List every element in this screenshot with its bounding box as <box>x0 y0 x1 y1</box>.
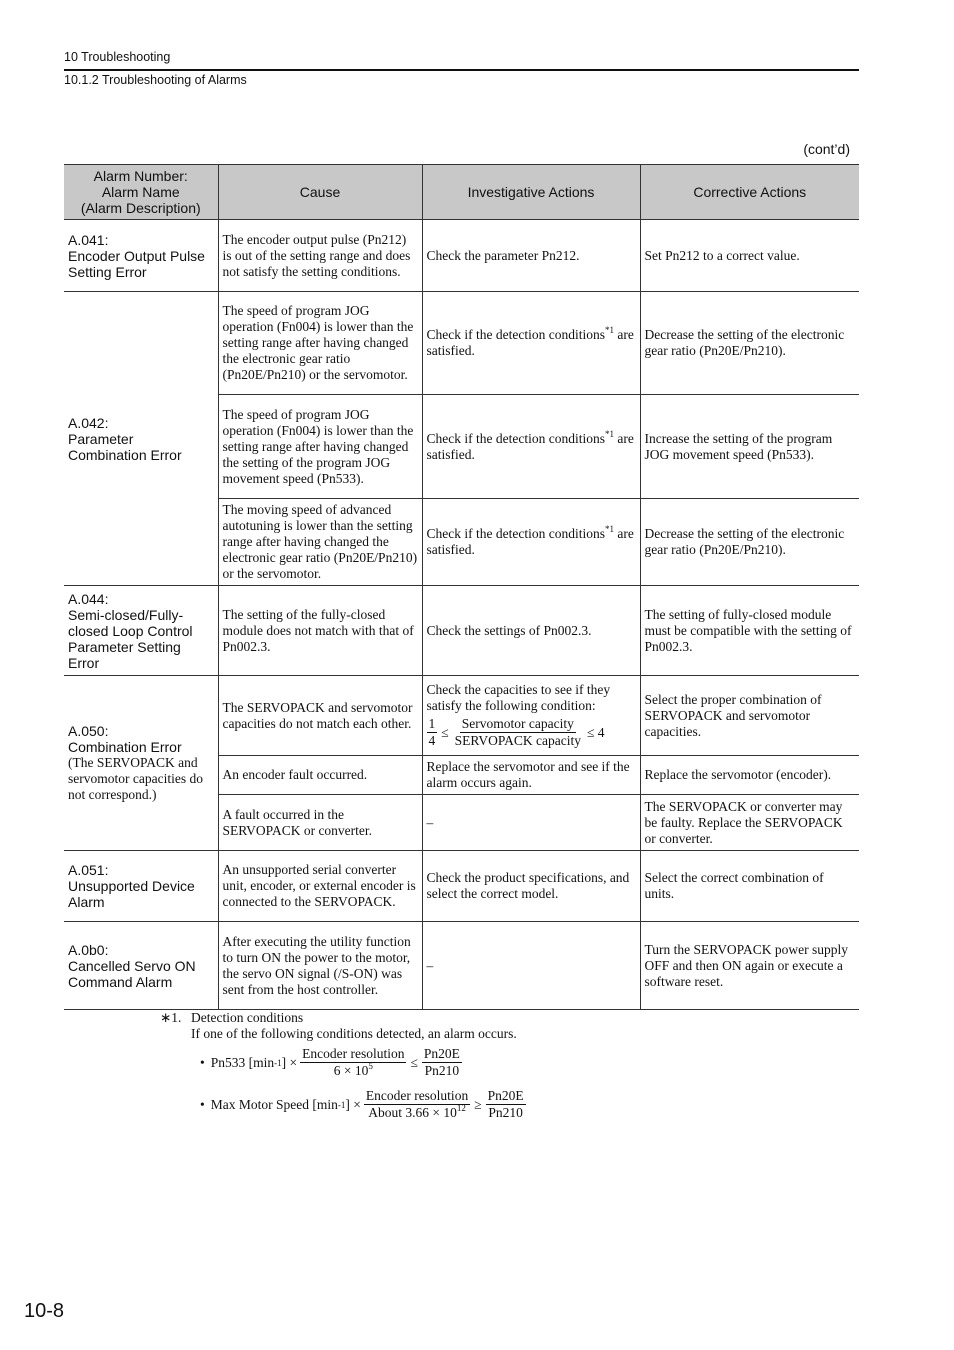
fraction-numerator: Pn20E <box>487 1088 524 1103</box>
fraction-denominator <box>366 1105 468 1121</box>
formula-operator: ≥ <box>474 1096 482 1112</box>
denominator-exponent: 5 <box>368 1061 373 1071</box>
capacity-condition <box>427 716 636 749</box>
table-row <box>64 851 859 922</box>
fraction-denominator: SERVOPACK capacity <box>454 733 581 748</box>
header-rule <box>64 69 859 71</box>
upper-bound: ≤ 4 <box>586 724 605 740</box>
denominator-exponent: 12 <box>456 1103 466 1113</box>
header-alarm-line1: Alarm Number: <box>93 168 188 184</box>
investigative-cell: Check the settings of Pn002.3. <box>422 586 640 676</box>
investigative-text: Check if the detection conditions <box>426 430 605 446</box>
cause-cell: After executing the utility function to turn ON the power to the motor, the servo ON signal (/S-ON) was sent from the host controller. <box>218 922 422 1010</box>
header-alarm-line3: (Alarm Description) <box>80 200 201 216</box>
alarm-number: A.044: <box>68 590 109 607</box>
fraction-numerator: 1 <box>428 716 436 731</box>
alarm-cell <box>64 922 218 1010</box>
investigative-cell <box>422 395 640 499</box>
cause-cell: A fault occurred in the SERVOPACK or converter. <box>218 795 422 851</box>
gear-ratio-fraction <box>422 1046 462 1079</box>
investigative-text: Check the capacities to see if they satisfy the following condition: <box>426 682 611 713</box>
resolution-fraction <box>364 1088 470 1121</box>
detection-formula-1: • Pn533 [min -1 ] × $\frac{\text{Encoder resolution}}{6 \times 10^5}$ ≤ $\frac{Pn20E}{Pn210}$ <box>200 1046 460 1078</box>
table-row <box>64 922 859 1010</box>
alarm-cell <box>64 292 218 586</box>
alarm-description: (The SERVOPACK and servomotor capacities do not correspond.) <box>68 755 203 802</box>
header-alarm <box>64 165 218 220</box>
footnote-text: If one of the following conditions detected, an alarm occurs. <box>191 1026 517 1041</box>
footnote-mark: ∗1. <box>160 1010 182 1025</box>
alarm-name: Cancelled Servo ON Command Alarm <box>68 957 196 990</box>
footnote-ref: *1 <box>604 428 614 439</box>
investigative-cell <box>422 499 640 586</box>
corrective-cell: Select the proper combination of SERVOPACK and servomotor capacities. <box>640 676 859 756</box>
investigative-text: Check if the detection conditions <box>426 327 605 342</box>
detection-formula-2: • Max Motor Speed [min -1 ] × $\frac{\text{Encoder resolution}}{About 3.66 \times 10^{12}}$ ≥ $\frac{Pn20E}{Pn210}$ <box>200 1088 524 1120</box>
corrective-cell: Select the correct combination of units. <box>640 851 859 922</box>
cause-cell: An encoder fault occurred. <box>218 756 422 795</box>
continued-label: (cont’d) <box>803 141 850 157</box>
alarm-number: A.0b0: <box>68 941 109 958</box>
denominator-base: 6 × 10 <box>333 1063 369 1078</box>
bullet: • <box>200 1054 205 1070</box>
denominator-base: About 3.66 × 10 <box>368 1105 457 1120</box>
footnote-ref: *1 <box>604 325 614 335</box>
corrective-cell: Decrease the setting of the electronic gear ratio (Pn20E/Pn210). <box>640 499 859 586</box>
alarm-name: Unsupported Device Alarm <box>68 878 195 910</box>
gear-ratio-fraction <box>486 1088 526 1121</box>
alarm-number: A.042: <box>68 414 109 431</box>
bullet: • <box>200 1096 205 1112</box>
formula-operator: ≤ <box>410 1054 418 1070</box>
alarm-cell <box>64 851 218 922</box>
fraction-denominator: Pn210 <box>424 1063 460 1078</box>
section-header: 10.1.2 Troubleshooting of Alarms <box>64 73 247 87</box>
corrective-cell: Set Pn212 to a correct value. <box>640 220 859 292</box>
cause-cell: The SERVOPACK and servomotor capacities do not match each other. <box>218 676 422 756</box>
formula-lhs-tail: ] × <box>281 1054 298 1070</box>
cause-cell: The setting of the fully-closed module does not match with that of Pn002.3. <box>218 586 422 676</box>
capacity-ratio <box>453 716 583 749</box>
table-row <box>64 292 859 395</box>
table-row <box>64 220 859 292</box>
investigative-cell: – <box>422 795 640 851</box>
header-alarm-line2: Alarm Name <box>101 184 180 200</box>
alarm-name: Encoder Output Pulse Setting Error <box>68 247 205 280</box>
investigative-cell <box>422 676 640 756</box>
header-corrective: Corrective Actions <box>640 165 859 220</box>
corrective-cell: The setting of fully-closed module must be compatible with the setting of Pn002.3. <box>640 586 859 676</box>
footnote-ref: *1 <box>604 524 614 534</box>
investigative-text-tail: are satisfied. <box>426 526 634 557</box>
alarm-table <box>64 164 859 1010</box>
investigative-text: Check if the detection conditions <box>426 526 605 541</box>
alarm-number: A.041: <box>68 231 109 248</box>
fraction-denominator: Pn210 <box>488 1105 523 1120</box>
alarm-number: A.050: <box>68 723 109 739</box>
fraction-numerator: Pn20E <box>423 1046 460 1061</box>
fraction-numerator: Encoder resolution <box>302 1046 405 1061</box>
investigative-cell: Check the parameter Pn212. <box>422 220 640 292</box>
corrective-cell: Turn the SERVOPACK power supply OFF and then ON again or execute a software reset. <box>640 922 859 1010</box>
cause-cell: An unsupported serial converter unit, encoder, or external encoder is connected to the SERVOPACK. <box>218 851 422 922</box>
cause-cell: The encoder output pulse (Pn212) is out of the setting range and does not satisfy the setting conditions. <box>218 220 422 292</box>
header-investigative: Investigative Actions <box>422 165 640 220</box>
chapter-header: 10 Troubleshooting <box>64 50 171 64</box>
alarm-cell <box>64 220 218 292</box>
header-cause: Cause <box>218 165 422 220</box>
page-number: 10-8 <box>24 1300 65 1322</box>
resolution-fraction <box>300 1046 406 1079</box>
investigative-cell: Replace the servomotor and see if the alarm occurs again. <box>422 756 640 795</box>
investigative-cell <box>422 292 640 395</box>
corrective-cell: Replace the servomotor (encoder). <box>640 756 859 795</box>
cause-cell: The speed of program JOG operation (Fn004) is lower than the setting range after having changed the electronic gear ratio (Pn20E/Pn210) or the servomotor. <box>218 292 422 395</box>
table-row <box>64 586 859 676</box>
alarm-cell <box>64 676 218 851</box>
alarm-name: Semi-closed/Fully-closed Loop Control Parameter Setting Error <box>68 606 193 671</box>
footnote-body <box>191 1010 691 1042</box>
alarm-name: Combination Error <box>68 739 182 755</box>
alarm-name: Parameter Combination Error <box>68 430 182 463</box>
corrective-cell: Increase the setting of the program JOG movement speed (Pn533). <box>640 395 859 499</box>
fraction-denominator <box>332 1063 375 1079</box>
quarter-fraction <box>427 716 438 749</box>
investigative-text-tail: are satisfied. <box>426 327 634 358</box>
cause-cell: The moving speed of advanced autotuning is lower than the setting range after having changed the electronic gear ratio (Pn20E/Pn210) or the servomotor. <box>218 499 422 586</box>
corrective-cell: Decrease the setting of the electronic gear ratio (Pn20E/Pn210). <box>640 292 859 395</box>
cause-cell: The speed of program JOG operation (Fn004) is lower than the setting range after having changed the setting of the program JOG movement speed (Pn533). <box>218 395 422 499</box>
alarm-cell <box>64 586 218 676</box>
investigative-cell: – <box>422 922 640 1010</box>
fraction-denominator: 4 <box>428 733 436 748</box>
formula-lhs: Max Motor Speed [min <box>210 1096 338 1112</box>
footnote-title: Detection conditions <box>191 1010 304 1025</box>
alarm-number: A.051: <box>68 862 109 878</box>
corrective-cell: The SERVOPACK or converter may be faulty. Replace the SERVOPACK or converter. <box>640 795 859 851</box>
fraction-numerator: Encoder resolution <box>365 1088 469 1103</box>
investigative-text-tail: are satisfied. <box>426 430 634 462</box>
table-row <box>64 676 859 756</box>
table-header-row <box>64 165 859 220</box>
formula-lhs: Pn533 [min <box>210 1054 275 1070</box>
formula-lhs-tail: ] × <box>345 1096 361 1112</box>
fraction-numerator: Servomotor capacity <box>461 716 574 731</box>
leq-symbol: ≤ <box>441 724 449 740</box>
investigative-cell: Check the product specifications, and select the correct model. <box>422 851 640 922</box>
